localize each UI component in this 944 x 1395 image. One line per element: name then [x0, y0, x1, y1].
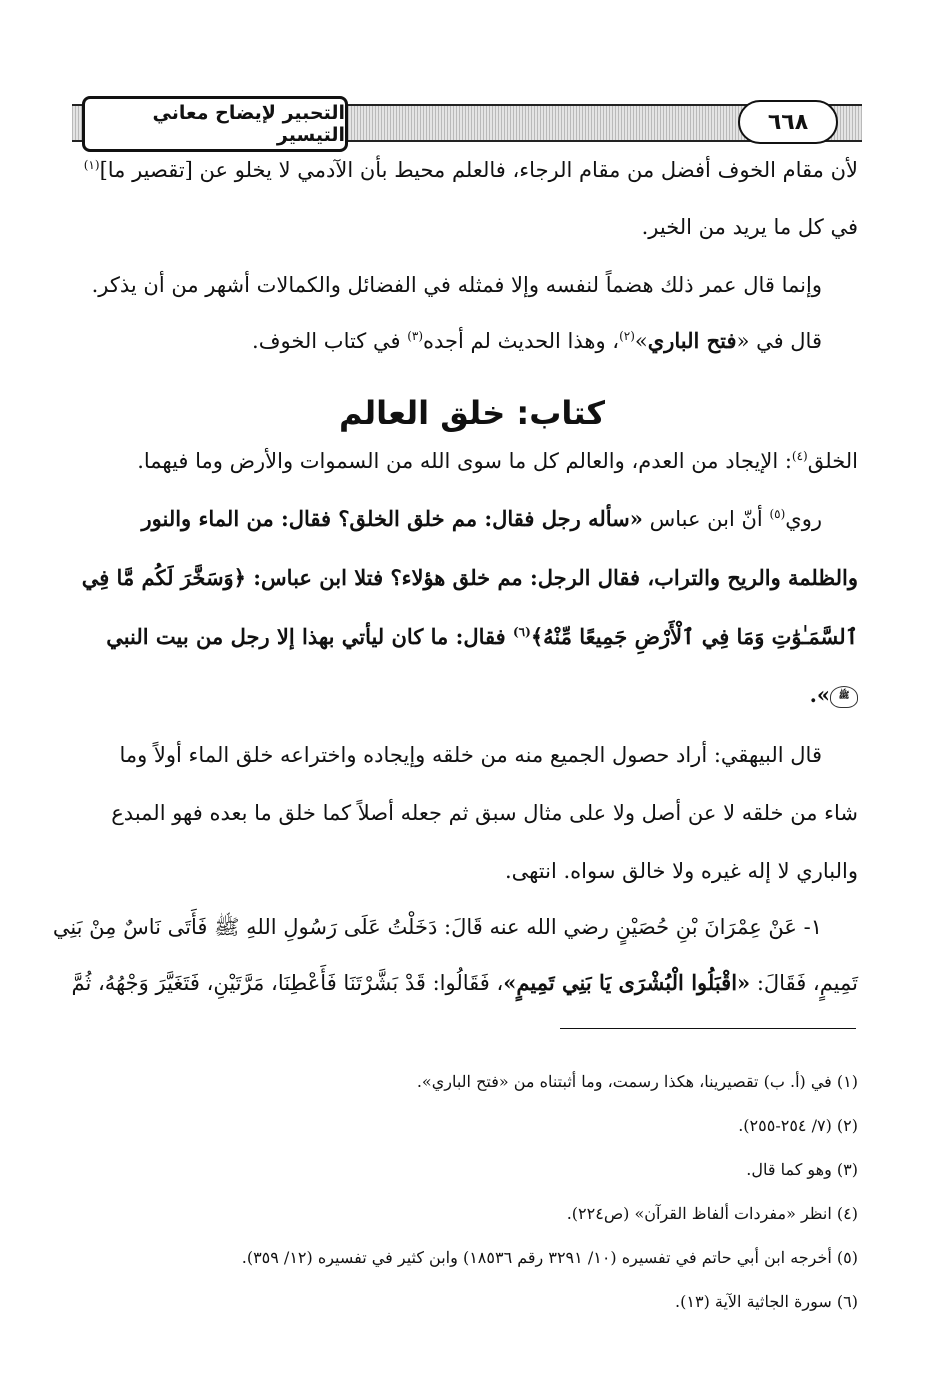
footnote-1: (١) في (أ. ب) تقصيرينا، هكذا رسمت، وما أثبتناه من «فتح الباري».	[416, 1072, 858, 1091]
text-line-7: والظلمة والريح والتراب، فقال الرجل: مم خلق هؤلاء؟ فتلا ابن عباس: ﴿وَسَخَّرَ لَكُم مَّا فِي	[81, 565, 858, 590]
text-line-1: لأن مقام الخوف أفضل من مقام الرجاء، فالعلم محيط بأن الآدمي لا يخلو عن [تقصير ما]$^{(١)}$	[83, 158, 858, 182]
footnote-ref: (٢)	[619, 329, 635, 343]
text-line-3: وإنما قال عمر ذلك هضماً لنفسه وإلا فمثله في الفضائل والكمالات أشهر من أن يذكر.	[91, 273, 822, 297]
text-line-10: قال البيهقي: أراد حصول الجميع منه من خلقه وإيجاده واختراعه خلق الماء أولاً وما	[119, 743, 822, 767]
text-line-4: قال في «فتح الباري»$^{(٢)}$، وهذا الحديث لم أجده$^{(٣)}$ في كتاب الخوف.	[252, 328, 822, 353]
footnote-ref: (١)	[83, 158, 100, 172]
footnote-5: (٥) أخرجه ابن أبي حاتم في تفسيره (١٠/ ٣٢٩١ رقم ١٨٥٣٦) وابن كثير في تفسيره (١٢/ ٣٥٩).	[241, 1248, 858, 1267]
footnote-6: (٦) سورة الجاثية الآية (١٣).	[675, 1292, 858, 1311]
page-number: ٦٦٨	[738, 100, 838, 144]
text-line-9: ﷺ».	[810, 680, 858, 710]
text-line-2: في كل ما يريد من الخير.	[641, 215, 858, 239]
footnote-divider	[560, 1028, 856, 1029]
text-line-11: شاء من خلقه لا عن أصل ولا على مثال سبق ثم جعله أصلاً كما خلق ما بعده فهو المبدع	[111, 801, 858, 825]
text-line-5: الخلق$^{(٤)}$: الإيجاد من العدم، والعالم كل ما سوى الله من السموات والأرض وما فيهما.	[137, 449, 858, 473]
text-line-8: ٱلسَّمَـٰوَٰتِ وَمَا فِي ٱلْأَرْضِ جَمِيعًا مِّنْهُ﴾$^{(٦)}$ فقال: ما كان ليأتي بهذا إلا رجل من بيت النبي	[106, 624, 858, 649]
footnote-ref: (٣)	[407, 329, 424, 343]
quran-verse: ٱلسَّمَـٰوَٰتِ وَمَا فِي ٱلْأَرْضِ جَمِيعًا مِّنْهُ﴾	[530, 624, 858, 649]
text-line-12: والباري لا إله غيره ولا خالق سواه. انتهى.	[504, 859, 858, 883]
footnote-ref: (٦)	[512, 625, 531, 639]
book-title: التحبير لإيضاح معاني التيسير	[82, 96, 348, 152]
footnote-ref: (٥)	[769, 507, 786, 521]
footnote-4: (٤) انظر «مفردات ألفاظ القرآن» (ص٢٢٤).	[566, 1204, 858, 1223]
hadith-line-1: ١- عَنْ عِمْرَانَ بْنِ حُصَيْنٍ رضي الله عنه قَالَ: دَخَلْتُ عَلَى رَسُولِ اللهِ ﷺ فَأَتَى نَاسٌ مِنْ بَنِي	[52, 915, 822, 939]
book-reference: فتح الباري	[647, 328, 737, 353]
footnote-3: (٣) وهو كما قال.	[746, 1160, 858, 1179]
salla-seal-icon: ﷺ	[830, 686, 858, 708]
footnote-2: (٢) (٧/ ٢٥٤-٢٥٥).	[738, 1116, 858, 1135]
hadith-line-2: تَمِيمٍ، فَقَالَ: «اقْبَلُوا الْبُشْرَى يَا بَنِي تَمِيمٍ»، فَقَالُوا: قَدْ بَشَّرْتَنَا فَأَعْطِنَا، مَرَّتَيْنِ، فَتَغَيَّرَ وَجْهُهُ، ثُمَّ	[71, 970, 858, 995]
text-line-6: روي$^{(٥)}$ أنّ ابن عباس «سأله رجل فقال: مم خلق الخلق؟ فقال: من الماء والنور	[141, 506, 822, 531]
chapter-heading: كتاب: خلق العالم	[338, 394, 606, 432]
footnote-ref: (٤)	[791, 449, 808, 463]
